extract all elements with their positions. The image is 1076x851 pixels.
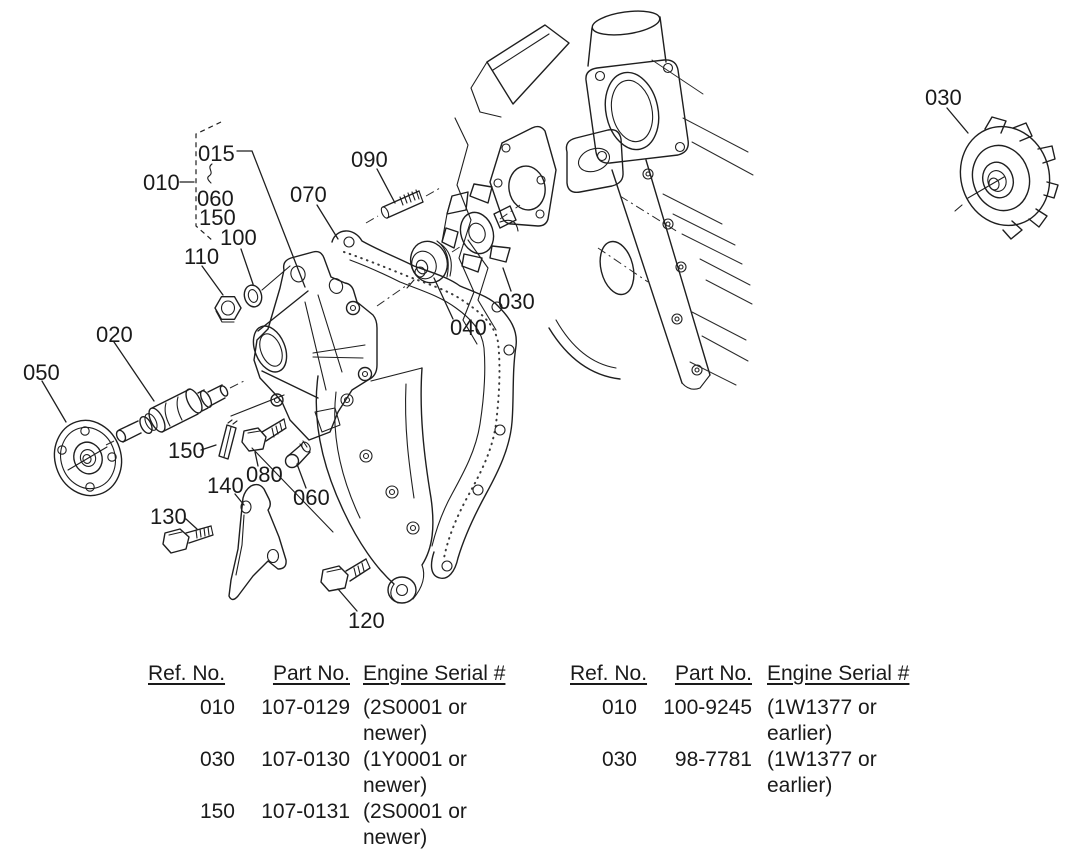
callout-015: 015	[198, 141, 235, 166]
table-row	[570, 747, 932, 799]
callout-030-alt: 030	[925, 85, 962, 110]
callout-030-impeller: 030	[498, 289, 535, 314]
cell-part-no: 107-0131	[261, 800, 350, 823]
table-row	[148, 799, 520, 851]
callout-050: 050	[23, 360, 60, 385]
callout-150-pin: 150	[168, 438, 205, 463]
callout-020: 020	[96, 322, 133, 347]
callout-100: 100	[220, 225, 257, 250]
callout-110: 110	[184, 244, 220, 269]
callout-labels	[23, 85, 962, 633]
callout-130: 130	[150, 504, 187, 529]
water-pump-housing	[247, 252, 377, 440]
plug	[286, 440, 313, 467]
callout-060-group: 060	[197, 186, 234, 211]
bolt-080	[242, 419, 286, 451]
callout-120: 120	[348, 608, 385, 633]
header-ref-no: Ref. No.	[570, 662, 648, 685]
cell-ref-no: 030	[199, 748, 235, 771]
header-engine-serial: Engine Serial #	[767, 662, 910, 685]
bolt-120	[321, 559, 370, 591]
table-header-row	[148, 661, 520, 687]
table-row	[148, 747, 520, 799]
bolt-130	[163, 526, 213, 553]
cell-engine-serial: (1Y0001 or newer)	[363, 748, 467, 797]
cell-part-no: 107-0129	[261, 696, 350, 719]
callout-060-plug: 060	[293, 485, 330, 510]
callout-090: 090	[351, 147, 388, 172]
flange	[45, 412, 131, 505]
callout-010: 010	[143, 170, 180, 195]
impeller-large	[948, 115, 1063, 239]
parts-table-right	[570, 661, 932, 799]
cell-ref-no: 150	[199, 800, 235, 823]
cell-engine-serial: (1W1377 or earlier)	[767, 696, 877, 745]
impeller-small	[442, 184, 518, 272]
callout-150-group: 150	[199, 205, 236, 230]
engine-block	[455, 7, 753, 389]
pin	[219, 420, 237, 459]
header-part-no: Part No.	[674, 662, 752, 685]
header-engine-serial: Engine Serial #	[363, 662, 506, 685]
cell-ref-no: 010	[199, 696, 235, 719]
cell-engine-serial: (1W1377 or earlier)	[767, 748, 877, 797]
leader-lines	[42, 108, 968, 611]
cell-ref-no: 030	[601, 748, 637, 771]
header-part-no: Part No.	[272, 662, 350, 685]
cell-engine-serial: (2S0001 or newer)	[363, 696, 467, 745]
water-pump-gasket	[332, 231, 516, 578]
table-row	[570, 695, 932, 747]
callout-070: 070	[290, 182, 327, 207]
cell-engine-serial: (2S0001 or newer)	[363, 800, 467, 849]
callout-040: 040	[450, 315, 487, 340]
header-ref-no: Ref. No.	[148, 662, 226, 685]
cell-ref-no: 010	[601, 696, 637, 719]
bracket	[229, 485, 286, 600]
nut	[215, 297, 241, 322]
table-header-row	[570, 661, 932, 687]
stud	[366, 188, 440, 223]
callout-080: 080	[246, 462, 283, 487]
cell-part-no: 98-7781	[674, 748, 752, 771]
callout-140: 140	[207, 473, 244, 498]
cell-part-no: 100-9245	[663, 696, 752, 719]
parts-table-left	[148, 661, 520, 851]
cell-part-no: 107-0130	[261, 748, 350, 771]
table-row	[148, 695, 520, 747]
